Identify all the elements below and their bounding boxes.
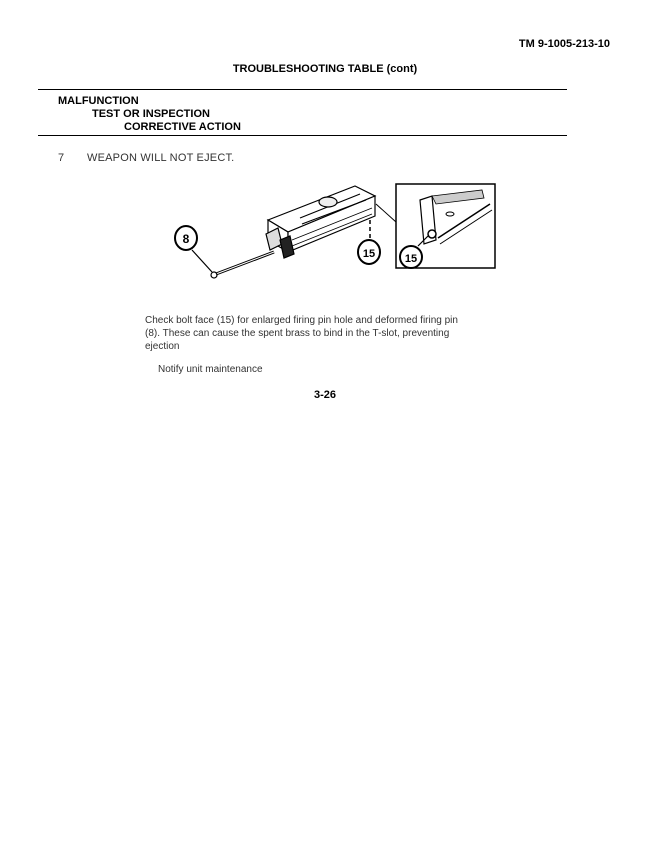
malfunction-text: WEAPON WILL NOT EJECT.: [87, 152, 235, 164]
column-malfunction: MALFUNCTION: [58, 95, 139, 107]
table-title: TROUBLESHOOTING TABLE (cont): [232, 63, 418, 75]
callout-15-main: [358, 220, 380, 264]
column-corrective-action: CORRECTIVE ACTION: [124, 121, 241, 133]
document-number: TM 9-1005-213-10: [518, 38, 610, 50]
malfunction-number: 7: [58, 152, 65, 164]
inset-leader: [376, 204, 396, 222]
test-line: Check bolt face (15) for enlarged firing pin hole and deformed firing pin: [145, 315, 458, 326]
firing-pin: [211, 252, 274, 278]
header-bottom-rule: [38, 135, 567, 136]
callout-8: [175, 226, 212, 272]
column-test-or-inspection: TEST OR INSPECTION: [92, 108, 210, 120]
callout-15-inset-label: 15: [404, 253, 418, 265]
bolt-illustration: [170, 178, 500, 298]
page-number: 3-26: [313, 389, 337, 401]
callout-8-label: 8: [182, 232, 190, 246]
test-line: ejection: [145, 341, 180, 352]
test-or-inspection-text: [145, 314, 485, 353]
header-top-rule: [38, 89, 567, 90]
bolt-face-detail-inset: [396, 184, 495, 268]
callout-15-main-label: 15: [362, 248, 376, 260]
test-line: (8). These can cause the spent brass to bind in the T-slot, preventing: [145, 328, 450, 339]
corrective-action-text: Notify unit maintenance: [158, 364, 263, 375]
